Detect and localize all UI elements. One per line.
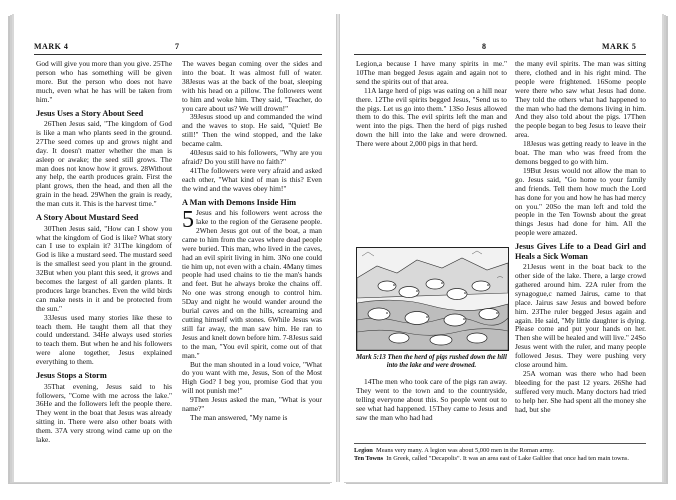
left-column-1 [36, 60, 172, 445]
paragraph: 21Jesus went in the boat back to the other side of the lake. There, a large crowd gathered around him. 22A ruler from the synagogue,c named Jairus, came to that place. Jairus saw Jesus and bowed before him. 23The ruler begged Jesus again and again. He said, "My little daughter is dying. Please come and put your hands on her. Then she will be healed and will live." 24So Jesus went with the ruler, and many people followed Jesus. They were pushing very close around him. [515, 262, 646, 370]
running-head-left: MARK 4 [34, 42, 69, 51]
right-column-1-continued [356, 378, 507, 423]
paragraph: 25A woman was there who had been bleeding for the past 12 years. 26She had suffered very much. Many doctors had tried to help her. She had spent all the money she had, but she [515, 369, 646, 414]
header-rule [34, 54, 322, 55]
section-heading: A Story About Mustard Seed [36, 213, 139, 223]
paragraph: 9Then Jesus asked the man, "What is your name?" [182, 395, 322, 414]
left-column-2 [182, 60, 322, 423]
paragraph: The waves began coming over the sides and into the boat. It was almost full of water. 38Jesus was at the back of the boat, sleeping with his head on a pillow. The followers went to him and woke him. They said, "Teacher, do you care about us? We will drown!" [182, 59, 322, 113]
header-rule [354, 54, 646, 55]
running-head-right: MARK 5 [602, 42, 637, 51]
paragraph: But the man shouted in a loud voice, "What do you want with me, Jesus, Son of the Most High God? I beg you, promise God that you will not punish me!" [182, 359, 322, 396]
illustration-pigs-rushing-into-lake [356, 247, 509, 351]
paragraph: Legion,a because I have many spirits in me." 10The man begged Jesus again and again not to send the spirits out of that area. [356, 59, 507, 86]
right-page [340, 14, 662, 482]
paragraph [182, 209, 322, 360]
paragraph: 14The men who took care of the pigs ran away. They went to the town and to the countryside, telling everyone about this. So people went out to see what had happened. 15They came to Jesus and saw the man who had had [356, 377, 507, 422]
right-column-1 [356, 60, 507, 149]
footnote-text: Means very many. A legion was about 5,000 men in the Roman army. [376, 447, 554, 454]
paragraph: 40Jesus said to his followers, "Why are you afraid? Do you still have no faith?" [182, 148, 322, 166]
paragraph: 33Jesus used many stories like these to teach them. He taught them all that they could understand. 34He always used stories to teach them. But when he and his followers were alone together, Jesus explained everything to them. [36, 312, 172, 367]
page-number-left: 7 [175, 42, 180, 51]
paragraph: God will give you more than you give. 25The person who has something will be given more. But the person who does not have much, even what he has will be taken from him." [36, 59, 172, 104]
paragraph: 35That evening, Jesus said to his followers, "Come with me across the lake." 36He and the followers left the people there. They went in the boat that Jesus was already sitting in. There were also other boats with them. 37A very strong wind came up on the lake. [36, 381, 172, 445]
footnote-ten-towns [354, 455, 646, 462]
footnote-term: Ten Towns [354, 455, 384, 462]
pigs-illustration [357, 248, 508, 350]
paragraph: 39Jesus stood up and commanded the wind and the waves to stop. He said, "Quiet! Be still!" Then the wind stopped, and the lake became calm. [182, 112, 322, 149]
illustration-caption: Mark 5:13 Then the herd of pigs rushed down the hill into the lake and were drowned. [356, 354, 507, 369]
page-number-right: 8 [482, 42, 487, 51]
paragraph: The man answered, "My name is [190, 412, 288, 422]
paragraph: 19But Jesus would not allow the man to go. Jesus said, "Go home to your family and friends. Tell them how much the Lord has done for you and how he has had mercy on you." 20So the man left and told the people in the Ten Townsb about the great things Jesus had done for him. All the people were amazed. [515, 165, 646, 238]
section-heading: Jesus Uses a Story About Seed [36, 108, 144, 118]
footnote-text: In Greek, called "Decapolis". It was an area east of Lake Galilee that once had ten main towns. [386, 455, 629, 462]
paragraph: 18Jesus was getting ready to leave in the boat. The man who was freed from the demons begged to go with him. [515, 139, 646, 166]
section-heading: Jesus Gives Life to a Dead Girl and Heals a Sick Woman [515, 242, 646, 261]
paragraph: 30Then Jesus said, "How can I show you what the kingdom of God is like? What story can I use to explain it? 31The kingdom of God is like a mustard seed. The mustard seed is the smallest seed you plant in the ground. 32But when you plant this seed, it grows and becomes the largest of all garden plants. It produces large branches. Even the wild birds can make nests in it and be protected from the sun." [36, 223, 172, 313]
footnote-legion [354, 447, 646, 454]
section-heading: A Man with Demons Inside Him [182, 197, 297, 207]
paragraph: 26Then Jesus said, "The kingdom of God is like a man who plants seed in the ground. 27The seed comes up and grows night and day. It doesn't matter whether the man is asleep or awake; the seed still grows. The man does not know how it grows. 28Without any help, the earth produces grain. First the plant grows, then the head, and then all the grain in the head. 29When the grain is ready, the man cuts it. This is the harvest time." [36, 119, 172, 209]
paragraph: the many evil spirits. The man was sitting there, clothed and in his right mind. The people were frightened. 16Some people were there who saw what Jesus had done. They told the others what had happened to the man who had the demons living in him. And they also told about the pigs. 17Then the people began to beg Jesus to leave their area. [515, 59, 646, 140]
left-page [14, 14, 336, 482]
chapter-text: Jesus and his followers went across the lake to the region of the Gerasene people. 2When Jesus got out of the boat, a man came to him from the caves where dead people were buried. This man, who lived in the caves, had an evil spirit living in him. 3No one could tie him up, not even with a chain. 4Many times people had used chains to tie the man's hands and feet. But he always broke the chains off. No one was strong enough to control him. 5Day and night he would wander around the burial caves and on the hills, screaming and cutting himself with stones. 6While Jesus was still far away, the man saw him. He ran to Jesus and knelt down before him. 7-8Jesus said to the man, "You evil spirit, come out of that man." [182, 208, 322, 360]
paragraph: 11A large herd of pigs was eating on a hill near there. 12The evil spirits begged Jesus, "Send us to the pigs. Let us go into them." 13So Jesus allowed them to do this. The evil spirits left the man and went into the pigs. Then the herd of pigs rushed down the hill into the lake and were drowned. There were about 2,000 pigs in that herd. [356, 85, 507, 149]
right-column-2 [515, 60, 646, 415]
paragraph: 41The followers were very afraid and asked each other, "What kind of man is this? Even the wind and the waves obey him!" [182, 165, 322, 193]
footnote-term: Legion [354, 447, 373, 454]
chapter-dropcap: 5 [182, 207, 194, 234]
section-heading: Jesus Stops a Storm [36, 371, 107, 381]
footnote-rule [354, 443, 646, 444]
